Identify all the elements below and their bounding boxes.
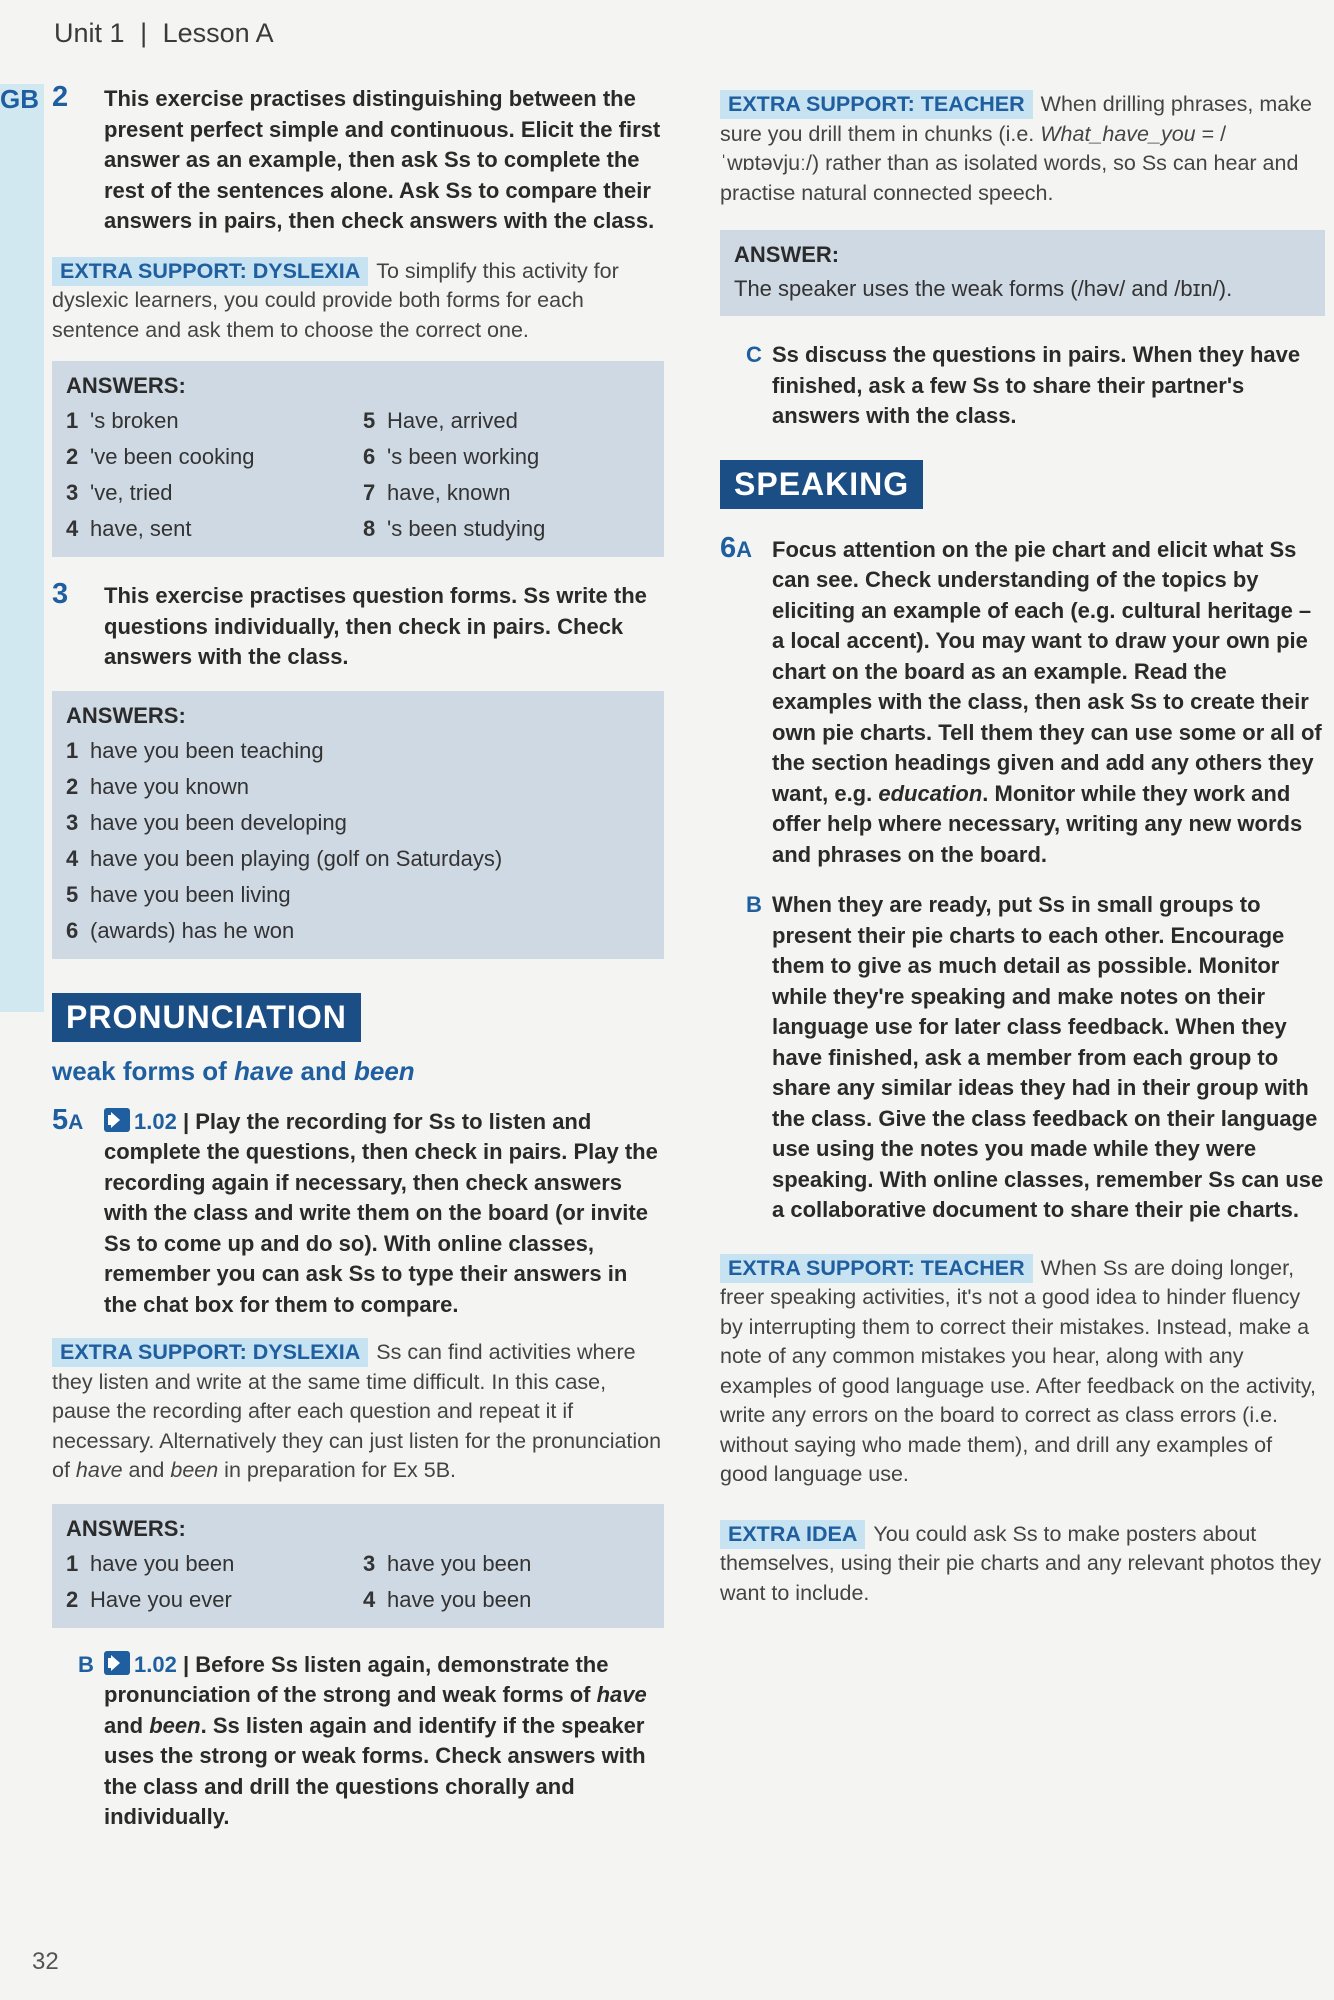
pronunciation-subheading: weak forms of have and been <box>52 1055 415 1086</box>
support-text: When Ss are doing longer, freer speaking activities, it's not a good idea to hinder fluency by interrupting them to correct their mistakes. Instead, make a note of any common mistakes you hear, along with any examples of good language use. After feedback on the activity, write any errors on the board to correct as class errors (i.e. without saying who made them), and drill any examples of good language use. <box>720 1255 1317 1486</box>
gb-margin-strip <box>0 84 44 1012</box>
answer-item: 6 (awards) has he won <box>66 917 295 943</box>
speaking-heading: SPEAKING <box>720 460 923 509</box>
answer-item: 1 's broken <box>66 408 179 433</box>
support-tag: EXTRA SUPPORT: TEACHER <box>720 1254 1033 1283</box>
answers-box-5 <box>52 1504 664 1628</box>
exercise-3 <box>52 578 664 673</box>
exercise-number: 3 <box>52 578 69 610</box>
exercise-5b: B 1.02 | Before Ss listen again, demonstrate the pronunciation of the strong and weak forms of have and been. Ss listen again and identify if the speaker uses the strong or weak forms. Check answers with the class and drill the questions chorally and individually. <box>78 1651 647 1829</box>
extra-support-dyslexia-1 <box>52 257 664 346</box>
answer-item: 2 Have you ever <box>66 1586 232 1612</box>
exercise-5c <box>720 340 1325 432</box>
page-number: 32 <box>32 1948 59 1975</box>
answers-box-3 <box>52 691 664 959</box>
exercise-6b <box>720 890 1325 1226</box>
support-text: To simplify this activity for dyslexic learners, you could provide both forms for each sentence and ask them to choose the correct one. <box>52 258 619 342</box>
exercise-5a <box>52 1103 664 1321</box>
exercise-6a: 6A Focus attention on the pie chart and elicit what Ss can see. Check understanding of the topics by eliciting an example of each (e.g. cultural heritage – a local accent). You may want to draw your own pie chart on the board as an example. Read the examples with the class, then ask Ss to create their own pie charts. Tell them they can use some or all of the section headings given and add any others they want, e.g. education. Monitor while they work and offer help where necessary, writing any new words and phrases on the board. <box>720 531 1322 867</box>
answer-item: 6 's been working <box>363 444 540 469</box>
pronunciation-heading: PRONUNCIATION <box>52 993 361 1042</box>
exercise-letter: B <box>746 892 762 917</box>
unit-label: Unit 1 <box>54 18 125 48</box>
exercise-2 <box>52 81 664 237</box>
answer-item: 3 have you been <box>363 1550 532 1576</box>
answers-title: ANSWERS: <box>66 373 186 398</box>
exercise-text: When they are ready, put Ss in small groups to present their pie charts to each other. Encourage them to give as much detail as possible. Monitor while they're speaking and make notes on their language use for later class feedback. When they have finished, ask a member from each group to share any similar ideas they had in their group with the class. Give the class feedback on their language use using the notes you made while they were speaking. With online classes, remember Ss can use a collaborative document to share their pie charts. <box>772 892 1324 1222</box>
answer-item: 3 have you been developing <box>66 809 347 835</box>
extra-support-dyslexia-2: EXTRA SUPPORT: DYSLEXIA Ss can find activities where they listen and write at the same time difficult. In this case, pause the recording after each question and repeat it if necessary. Alternatively they can just listen for the pronunciation of have and been in preparation for Ex 5B. <box>52 1340 662 1482</box>
extra-support-teacher-2 <box>720 1254 1325 1490</box>
answer-item: 5 have you been living <box>66 881 291 907</box>
exercise-text: This exercise practises distinguishing between the present perfect simple and continuous. Elicit the first answer as an example, then ask Ss to complete the rest of the sentences alone. Ask Ss to compare their answers in pairs, then check answers with the class. <box>104 86 661 233</box>
audio-icon[interactable] <box>104 1651 130 1675</box>
exercise-number: 5A <box>52 1103 84 1136</box>
page-header <box>54 18 274 49</box>
track-number: 1.02 <box>134 1651 177 1677</box>
audio-icon[interactable] <box>104 1108 130 1132</box>
extra-support-teacher-1: EXTRA SUPPORT: TEACHER When drilling phrases, make sure you drill them in chunks (i.e. What_have_you = /ˈwɒtəvjuː/) rather than as isolated words, so Ss can hear and practise natural connected speech. <box>720 92 1312 205</box>
answer-item: 4 have you been playing (golf on Saturdays) <box>66 845 503 871</box>
answer-item: 2 've been cooking <box>66 444 255 469</box>
support-tag: EXTRA SUPPORT: TEACHER <box>720 90 1033 119</box>
gb-label: GB <box>0 84 39 114</box>
exercise-letter: C <box>746 342 762 367</box>
answer-box-5b <box>720 230 1325 316</box>
answers-title: ANSWER: <box>734 242 840 267</box>
answer-item: 3 've, tried <box>66 480 173 505</box>
extra-idea <box>720 1520 1325 1609</box>
idea-text: You could ask Ss to make posters about themselves, using their pie charts and any relevant photos they want to include. <box>720 1521 1322 1605</box>
bar-separator: | <box>182 1651 190 1677</box>
bar-separator: | <box>182 1108 190 1134</box>
left-column <box>52 81 664 1833</box>
answer-item: 1 have you been teaching <box>66 737 324 763</box>
support-tag: EXTRA SUPPORT: DYSLEXIA <box>52 257 368 286</box>
answers-title: ANSWERS: <box>66 1515 186 1541</box>
idea-tag: EXTRA IDEA <box>720 1520 865 1549</box>
support-tag: EXTRA SUPPORT: DYSLEXIA <box>52 1338 368 1367</box>
exercise-text: Play the recording for Ss to listen and complete the questions, then check in pairs. Play the recording again if necessary, then check answers with the class and write them on the board (or invite Ss to come up and do so). With online classes, remember you can ask Ss to type their answers in the chat box for them to compare. <box>104 1108 658 1317</box>
exercise-number: 2 <box>52 81 69 113</box>
lesson-label: Lesson A <box>162 18 274 48</box>
answer-item: 1 have you been <box>66 1550 235 1576</box>
answer-item: 8 's been studying <box>363 516 546 541</box>
track-number: 1.02 <box>134 1108 177 1134</box>
exercise-letter: B <box>78 1651 94 1677</box>
answer-item: 2 have you known <box>66 773 249 799</box>
header-separator: | <box>140 18 148 48</box>
exercise-text: Ss discuss the questions in pairs. When they have finished, ask a few Ss to share their partner's answers with the class. <box>772 342 1301 428</box>
answer-item: 4 have, sent <box>66 516 192 541</box>
answer-text: The speaker uses the weak forms (/həv/ and /bɪn/). <box>734 276 1233 301</box>
answer-item: 5 Have, arrived <box>363 408 518 433</box>
answers-title: ANSWERS: <box>66 702 186 728</box>
exercise-text: This exercise practises question forms. Ss write the questions individually, then check in pairs. Check answers with the class. <box>104 583 647 669</box>
answer-item: 7 have, known <box>363 480 511 505</box>
answers-box-2 <box>52 361 664 557</box>
right-column <box>720 90 1325 1608</box>
exercise-number: 6A <box>720 531 753 564</box>
answer-item: 4 have you been <box>363 1586 532 1612</box>
